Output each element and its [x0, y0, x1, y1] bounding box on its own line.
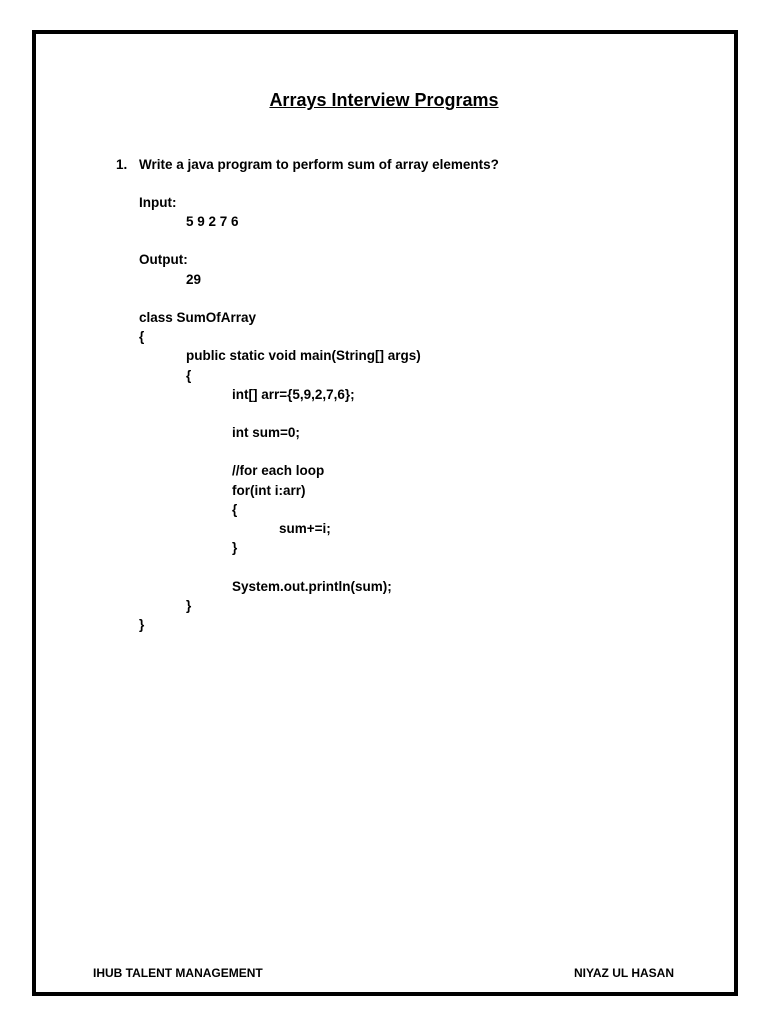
code-line-class-close-brace: } [139, 617, 145, 632]
code-line-main-close-brace: } [186, 598, 192, 613]
input-value: 5 9 2 7 6 [186, 214, 239, 229]
code-line-comment: //for each loop [232, 463, 325, 478]
input-label: Input: [139, 195, 177, 210]
question-text: Write a java program to perform sum of array elements? [139, 157, 499, 172]
code-line-for: for(int i:arr) [232, 483, 306, 498]
code-line-println: System.out.println(sum); [232, 579, 392, 594]
code-line-class-open-brace: { [139, 329, 145, 344]
code-line-array-decl: int[] arr={5,9,2,7,6}; [232, 387, 355, 402]
document-title: Arrays Interview Programs [269, 90, 499, 110]
question-number: 1. [116, 157, 128, 172]
output-label: Output: [139, 252, 188, 267]
code-line-sum-decl: int sum=0; [232, 425, 300, 440]
code-line-main-decl: public static void main(String[] args) [186, 348, 421, 363]
code-line-main-open-brace: { [186, 368, 192, 383]
footer-organization: IHUB TALENT MANAGEMENT [93, 966, 263, 980]
page-border [32, 30, 738, 996]
footer-author: NIYAZ UL HASAN [573, 966, 674, 980]
code-line-sum-add: sum+=i; [279, 521, 331, 536]
code-line-for-open-brace: { [232, 502, 238, 517]
code-line-for-close-brace: } [232, 540, 238, 555]
output-value: 29 [186, 272, 202, 287]
code-line-class-decl: class SumOfArray [139, 310, 257, 325]
